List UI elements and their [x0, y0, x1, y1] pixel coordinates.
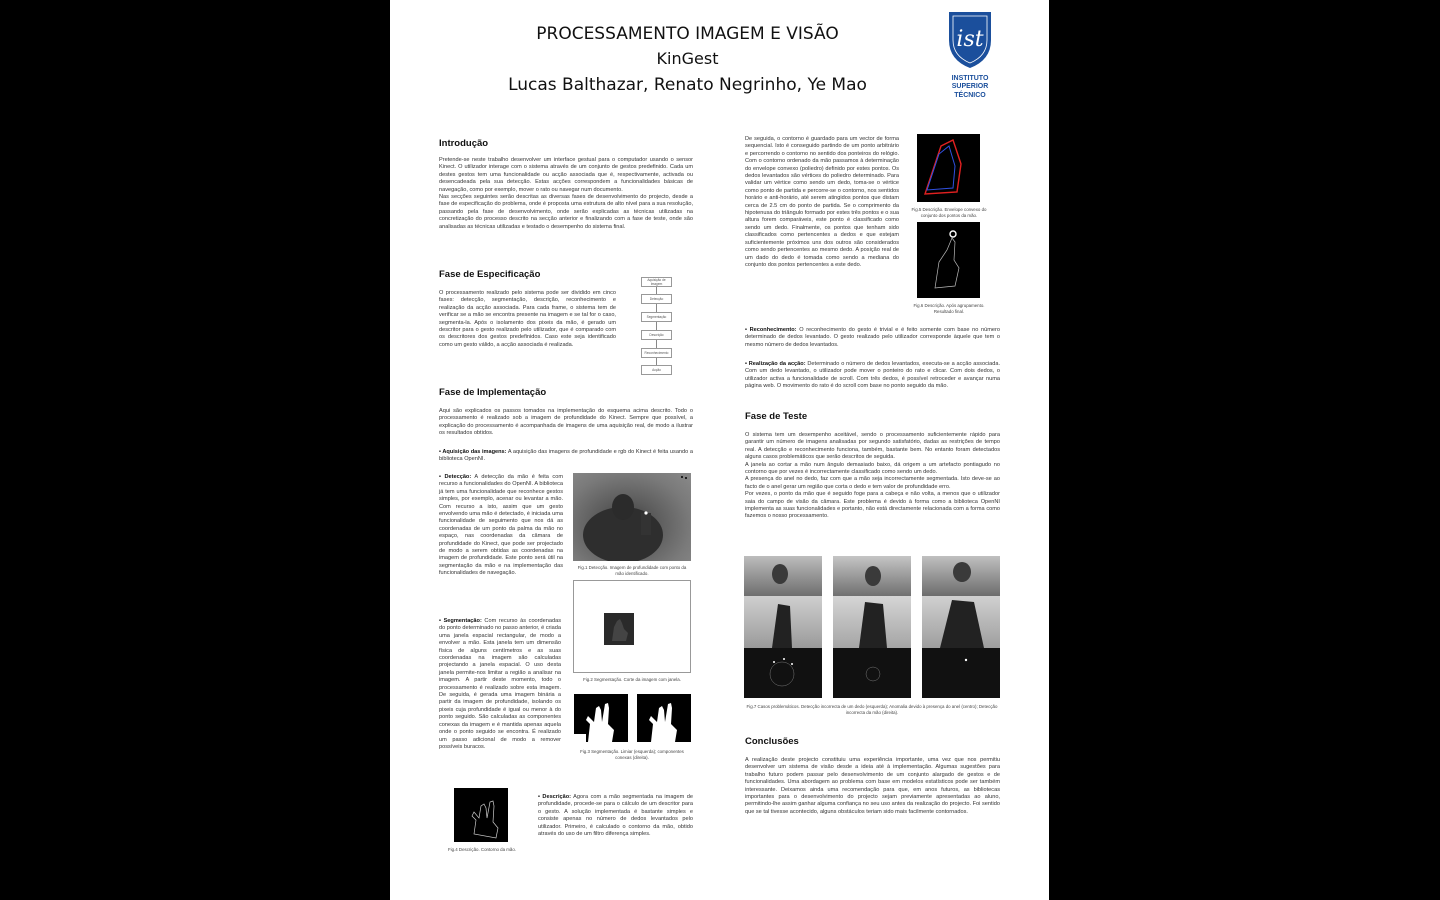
test-paragraph-1: O sistema tem um desempenho aceitável, sendo o processamento suficientemente rápido para garantir um número de imagens analisadas por segundo satisfatório, dadas as restrições de tempo real. A detecção e reconhecimento funciona, também, bastante bem. No entanto foram detectados alguns casos problemáticos que serão descritos de seguida. [745, 432, 1000, 461]
flow-arrow [656, 358, 657, 365]
intro-heading: Introdução [439, 138, 489, 149]
flow-arrow [656, 322, 657, 330]
fig5-convex-hull-image [917, 134, 980, 202]
title-block [480, 22, 895, 99]
fig5-caption: Fig.5 Descrição. Envelope convexo do conjunto dos pontos da mão. [911, 207, 987, 218]
poster [390, 0, 1049, 900]
description-lead: • Descrição: [538, 794, 572, 800]
conclusions-heading: Conclusões [745, 736, 799, 747]
conclusions-paragraph: A realização deste projecto constituiu uma experiência importante, uma vez que nos permitiu desenvolver um sistema de visão desde a ideia até à implementação. Algumas sugestões para trabalho futuro podem passar pelo desenvolvimento de um conjunto alargado de gestos e de funcionalidades. Uma abordagem ao problema com base em modelos estatísticos pode ser também interessante. Deixamos ainda uma recomendação para que, em anos futuros, as bibliotecas importantes para o desenvolvimento do projecto sejam previamente apresentadas ao aluno, permitindo-lhe assim ganhar alguma confiança no seu uso antes da realização do projecto. Foi sentido que se tal tivesse acontecido, alguns obstáculos teriam sido mais facilmente contornados. [745, 757, 1000, 815]
test-paragraph-4: Por vezes, o ponto da mão que é seguido foge para a cabeça e não volta, a menos que o utilizador saia do campo de visão da câmara. Este problema é devido à forma como a biblioteca OpenNI implementa as suas funcionalidades e portanto, não está directamente relacionada com a forma como fazemos o nosso processamento. [745, 491, 1000, 520]
ist-logo [942, 10, 998, 106]
segmentation-body [439, 618, 561, 751]
intro-body [439, 157, 693, 231]
pipeline-flowchart [635, 273, 679, 377]
fig6-grouping-image [917, 222, 980, 298]
depth-person-silhouette [573, 473, 691, 561]
detection-text: A detecção da mão é feita com recurso a funcionalidades do OpenNI. A biblioteca já tem uma funcionalidade que reconhece gestos simples, por exemplo, acenar ou levantar a mão. Com recurso a isto, assim que um gesto envolvendo uma mão é detectado, é iniciada uma funcionalidade de seguimento que nos dá as coordenadas de um ponto da palma da mão no espaço, nas coordenadas da câmara de profundidade do Kinect, que pode ser projectado de modo a serem obtidas as coordenadas na imagem de profundidade. Este ponto será útil na segmentação da mão e na implementação das funcionalidades de navegação. [439, 474, 563, 577]
intro-paragraph-1: Pretende-se neste trabalho desenvolver um interface gestual para o computador usando o sensor Kinect. O utilizador interage com o sistema através de um conjunto de gestos predefinido. Cada um destes gestos tem uma funcionalidade ou acção associada que é, respectivamente, activada ou desencadeada pela sua detecção. Estas acções correspondem a funcionalidades básicas de navegação, como por exemplo, mover o rato ou navegar num documento. [439, 157, 693, 193]
acquisition-text: A aquisição das imagens de profundidade e rgb do Kinect é feita usando a biblioteca OpenNI. [439, 449, 693, 463]
authors: Lucas Balthazar, Renato Negrinho, Ye Mao [508, 75, 867, 95]
impl-intro [439, 408, 693, 438]
fig3-threshold-image [574, 694, 628, 742]
flow-step: Segmentação [641, 312, 672, 322]
detection-body [439, 474, 563, 578]
fig7-caption: Fig.7 Casos problemáticos. Detecção incorrecta de um dedo (esquerda); Anomalia devido à presença do anel (centro); Detecção incorrecta da mão (direita). [746, 704, 998, 715]
recognition-body [745, 327, 1000, 349]
flow-arrow [656, 340, 657, 348]
fig7-case-left [744, 556, 822, 698]
contour-body [745, 136, 899, 269]
flow-step: Detecção [641, 294, 672, 304]
recognition-text: O reconhecimento do gesto é trivial e é feito somente com base no número determinado de dedos levantado. O gesto realizado pelo utilizador corresponde àquele que tem o mesmo número de dedos levantados. [745, 327, 1000, 348]
logo-line-2: SUPERIOR [951, 83, 989, 91]
ist-shield-icon [942, 10, 998, 70]
spec-paragraph: O processamento realizado pelo sistema pode ser dividido em cinco fases: detecção, segmentação, descrição, reconhecimento e realização da acção associada. Para cada frame, o sistema tem de verificar se a mão se encontra presente na imagem e se tal for o caso, segmenta-la. Após o isolamento dos pixeis da mão, é gerado um descritor para o gesto realizado pelo utilizador, que é comparado com os descritores dos gestos predefinidos. Caso este seja identificado como um gesto válido, a acção associada é realizada. [439, 290, 616, 348]
intro-paragraph-2: Nas secções seguintes serão descritas as diversas fases de desenvolvimento do projecto, desde a fase de especificação do problema, onde é proposta uma estrutura de alto nível para a sua resolução, passando pela fase de desenvolvimento, onde serão explicadas as técnicas utilizadas na concretização do processo descrito na secção anterior e finalizando com a fase de teste, onde são analisadas as técnicas utilizadas e testado o desempenho do sistema final. [439, 194, 693, 230]
acquisition-body [439, 449, 693, 464]
fig3-components-image [637, 694, 691, 742]
recognition-lead: • Reconhecimento: [745, 327, 797, 333]
action-text: Determinado o número de dedos levantados, executa-se a acção associada. Com um dedo levantado, o utilizador pode mover o ponteiro do rato e clicar. Com dois dedos, o utilizador activa a funcionalidade de scroll. Com três dedos, é possível retroceder e avançar numa página web. O movimento do rato é do scroll com base no ponto seguido da mão. [745, 361, 1000, 390]
flow-step: Acção [641, 365, 672, 375]
flow-arrow [656, 304, 657, 312]
action-body [745, 361, 1000, 391]
fig4-contour-image [454, 788, 508, 842]
action-lead: • Realização da acção: [745, 361, 806, 367]
fig7-case-right [922, 556, 1000, 698]
logo-line-1: INSTITUTO [951, 75, 989, 82]
poster-title: PROCESSAMENTO IMAGEM E VISÃO [536, 24, 839, 44]
segmentation-lead: • Segmentação: [439, 618, 482, 624]
project-name: KinGest [656, 49, 719, 68]
flow-step: Reconhecimento [641, 348, 672, 358]
test-body [745, 432, 1000, 521]
test-paragraph-3: A presença do anel no dedo, faz com que a mão seja incorrectamente segmentada. Isto deve-se ao facto de o anel gerar um região que corta o dedo e tem valor de profundidade erro. [745, 476, 1000, 490]
description-text: Agora com a mão segmentada na imagem de profundidade, procede-se para o cálculo de um descritor para o gesto. A solução implementada é bastante simples e consiste apenas no número de dedos levantados pelo utilizador. Primeiro, é calculado o contorno da mão, obtido através do uso de um filtro diferença simples. [538, 794, 693, 838]
impl-heading: Fase de Implementação [439, 387, 547, 398]
description-body [538, 794, 693, 838]
flow-step: Aquisição de Imagem [641, 277, 672, 287]
fig7-case-center [833, 556, 911, 698]
spec-body [439, 290, 616, 349]
segmentation-text: Com recurso às coordenadas do ponto determinado no passo anterior, é criada uma janela espacial rectangular, de modo a envolver a mão. Esta janela tem um dimensão física de alguns centímetros e as suas coordenadas na imagem são calculadas projectando a janela espacial. O uso desta janela permite-nos limitar a região a analisar na imagem. A partir deste momento, todo o processamento é realizado sobre esta imagem. De seguida, é gerada uma imagem binária a partir da imagem de profundidade, isolando os pixeis cuja profundidade é igual ou menor à do ponto seguido. São calculadas as componentes conexas da imagem e é mantida apenas aquela onde o ponto seguido se encontra. É realizado um passo adicional de modo a remover possíveis buracos. [439, 618, 561, 750]
svg-text:ist: ist [956, 27, 984, 52]
cropped-window [604, 613, 634, 645]
detection-lead: • Detecção: [439, 474, 472, 480]
flow-arrow [656, 287, 657, 294]
fig6-caption: Fig.6 Descrição. Após agrupamento. Resultado final. [913, 303, 985, 314]
acquisition-lead: • Aquisição das imagens: [439, 449, 507, 455]
fig4-caption: Fig.4 Descrição. Contorno da mão. [447, 847, 517, 852]
logo-line-3: TÉCNICO [954, 91, 986, 99]
fig2-window-crop [573, 580, 691, 673]
spec-heading: Fase de Especificação [439, 269, 541, 280]
conclusions-body [745, 757, 1000, 816]
test-paragraph-2: A janela ao cortar a mão num ângulo demasiado baixo, dá origem a um artefacto pontiagudo no contorno que por vezes é incorrectamente classificado como sendo um dedo. [745, 461, 1000, 476]
impl-paragraph: Aqui são explicados os passos tomados na implementação do esquema acima descrito. Todo o processamento é realizado sob a imagem de profundidade do Kinect. Sempre que possível, a explicação do processamento é acompanhada de imagens de uma aquisição real, de modo a ilustrar os resultados obtidos. [439, 408, 693, 437]
test-heading: Fase de Teste [745, 411, 808, 422]
fig1-depth-image [573, 473, 691, 561]
contour-paragraph: De seguida, o contorno é guardado para um vector de forma sequencial. Isto é conseguido partindo de um ponto arbitrário e percorrendo o contorno no sentido dos ponteiros do relógio. Com o contorno ordenado da mão passamos à determinação do envelope convexo (poliedro) definido por estes pontos. Os dedos levantados são vértices do poliedro determinado. Para validar um vértice como sendo um dedo, toma-se o vértice como ponto de partida e percorre-se o contorno, nos sentidos horário e anti-horário, até serem atingidos pontos que distam cerca de 2.5 cm do ponto de partida. Se o comprimento da hipotenusa do triângulo formado por estes três pontos e o sua altura forem comparáveis, este ponto é classificado como sendo um dedo. Finalmente, os pontos que tenham sido classificados como pertencentes a dedos e que estejam suficientemente próximos uns dos outros são considerados como sendo pertencentes ao mesmo dedo. A posição real de um dado do dedo é tomada como sendo a mediana do conjunto dos pontos pertencentes a este dedo. [745, 136, 899, 268]
flow-step: Descrição [641, 330, 672, 340]
fig2-caption: Fig.2 Segmentação. Corte da imagem com janela. [583, 677, 681, 682]
fig1-caption: Fig.1 Detecção. Imagem de profundidade com ponto da mão identificado. [577, 565, 687, 576]
fig3-caption: Fig.3 Segmentação. Limiar (esquerda); componentes conexas (direita). [580, 749, 684, 760]
